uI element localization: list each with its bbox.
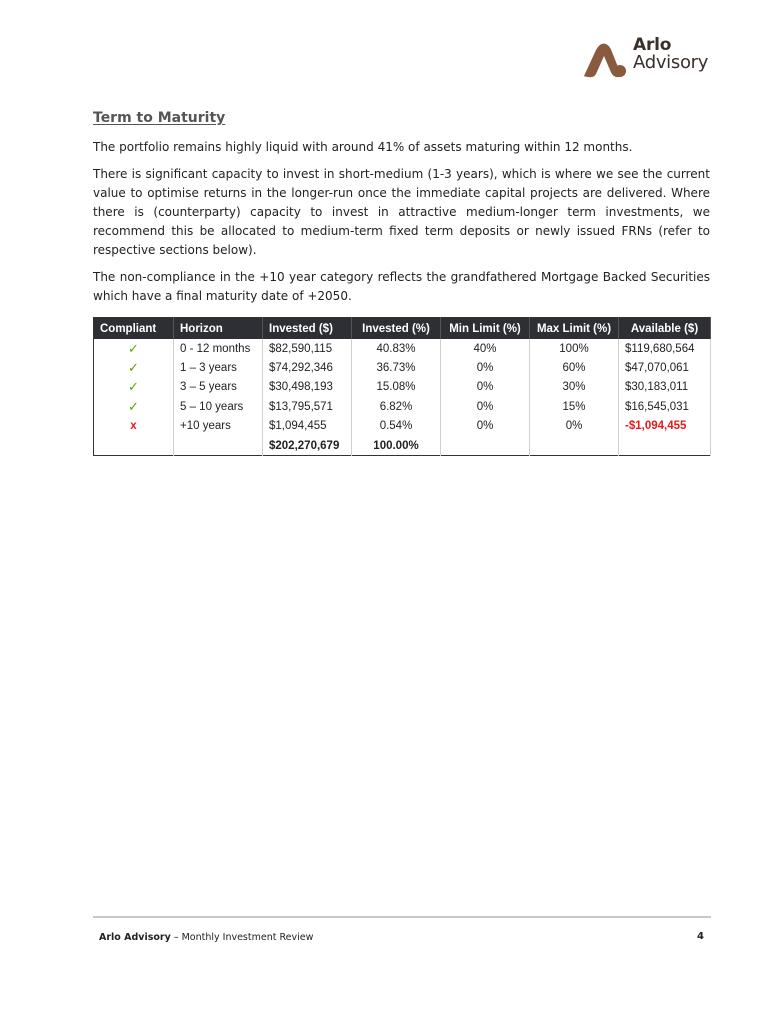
- cell-max-limit: 15%: [530, 397, 619, 416]
- footer-doc-name: – Monthly Investment Review: [170, 932, 314, 943]
- table-total-row: [94, 436, 711, 456]
- cell-horizon: 5 – 10 years: [174, 397, 263, 416]
- logo-text-line2: Advisory: [633, 52, 709, 73]
- cell-min-limit: 0%: [441, 358, 530, 377]
- footer-divider: [93, 916, 711, 918]
- section-title: Term to Maturity: [93, 110, 226, 126]
- cell-max-limit: 100%: [530, 339, 619, 358]
- header-available: Available ($): [619, 318, 711, 340]
- check-icon: ✓: [94, 397, 174, 416]
- cell-invested: $82,590,115: [263, 339, 352, 358]
- cell-horizon: 1 – 3 years: [174, 358, 263, 377]
- cell-min-limit: 0%: [441, 378, 530, 397]
- total-empty-cell: [441, 436, 530, 456]
- footer-brand: Arlo Advisory: [99, 932, 171, 943]
- total-empty-cell: [530, 436, 619, 456]
- cell-available: -$1,094,455: [619, 417, 711, 436]
- cell-available: $119,680,564: [619, 339, 711, 358]
- cell-max-limit: 0%: [530, 417, 619, 436]
- cell-invested-pct: 36.73%: [352, 358, 441, 377]
- paragraph-capacity: There is significant capacity to invest in short-medium (1-3 years), which is where we see the current value to optimise returns in the longer-run once the immediate capital projects are delivered. Where there is (counterparty) capacity to invest in attractive medium-longer term investments, we recommend this be allocated to medium-term fixed term deposits or newly issued FRNs (refer to respective sections below).: [93, 167, 710, 257]
- cell-min-limit: 40%: [441, 339, 530, 358]
- cell-available: $16,545,031: [619, 397, 711, 416]
- header-invested-pct: Invested (%): [352, 318, 441, 340]
- cell-max-limit: 30%: [530, 378, 619, 397]
- header-horizon: Horizon: [174, 318, 263, 340]
- maturity-table: [93, 317, 711, 456]
- cell-min-limit: 0%: [441, 417, 530, 436]
- cell-horizon: +10 years: [174, 417, 263, 436]
- cell-invested-pct: 40.83%: [352, 339, 441, 358]
- cell-invested: $13,795,571: [263, 397, 352, 416]
- cell-horizon: 0 - 12 months: [174, 339, 263, 358]
- logo-text-line1: Arlo: [633, 35, 672, 55]
- cell-invested-pct: 0.54%: [352, 417, 441, 436]
- total-empty-cell: [174, 436, 263, 456]
- paragraph-non-compliance: The non-compliance in the +10 year category reflects the grandfathered Mortgage Backed Securities which have a final maturity date of +2050.: [93, 270, 710, 303]
- cell-invested-pct: 6.82%: [352, 397, 441, 416]
- cell-invested: $74,292,346: [263, 358, 352, 377]
- cross-icon: x: [94, 417, 174, 436]
- table-row: [94, 339, 711, 358]
- section-term-to-maturity: [93, 110, 710, 306]
- header-invested: Invested ($): [263, 318, 352, 340]
- table-row: [94, 378, 711, 397]
- total-empty-cell: [94, 436, 174, 456]
- arlo-logo-mark-icon: [582, 36, 628, 78]
- header-max-limit: Max Limit (%): [530, 318, 619, 340]
- cell-min-limit: 0%: [441, 397, 530, 416]
- cell-invested: $1,094,455: [263, 417, 352, 436]
- cell-available: $30,183,011: [619, 378, 711, 397]
- table-row: [94, 417, 711, 436]
- check-icon: ✓: [94, 358, 174, 377]
- cell-invested: $30,498,193: [263, 378, 352, 397]
- cell-max-limit: 60%: [530, 358, 619, 377]
- logo-wordmark: [633, 36, 708, 72]
- total-empty-cell: [619, 436, 711, 456]
- paragraph-liquidity: The portfolio remains highly liquid with around 41% of assets maturing within 12 months.: [93, 140, 633, 154]
- footer-title: [99, 932, 313, 943]
- check-icon: ✓: [94, 378, 174, 397]
- header-min-limit: Min Limit (%): [441, 318, 530, 340]
- total-invested-pct: 100.00%: [352, 436, 441, 456]
- page-number: 4: [697, 931, 704, 942]
- arlo-advisory-logo: [582, 36, 710, 78]
- table-row: [94, 397, 711, 416]
- cell-invested-pct: 15.08%: [352, 378, 441, 397]
- cell-available: $47,070,061: [619, 358, 711, 377]
- header-compliant: Compliant: [94, 318, 174, 340]
- total-invested: $202,270,679: [263, 436, 352, 456]
- table-header-row: [94, 318, 711, 340]
- cell-horizon: 3 – 5 years: [174, 378, 263, 397]
- check-icon: ✓: [94, 339, 174, 358]
- table-row: [94, 358, 711, 377]
